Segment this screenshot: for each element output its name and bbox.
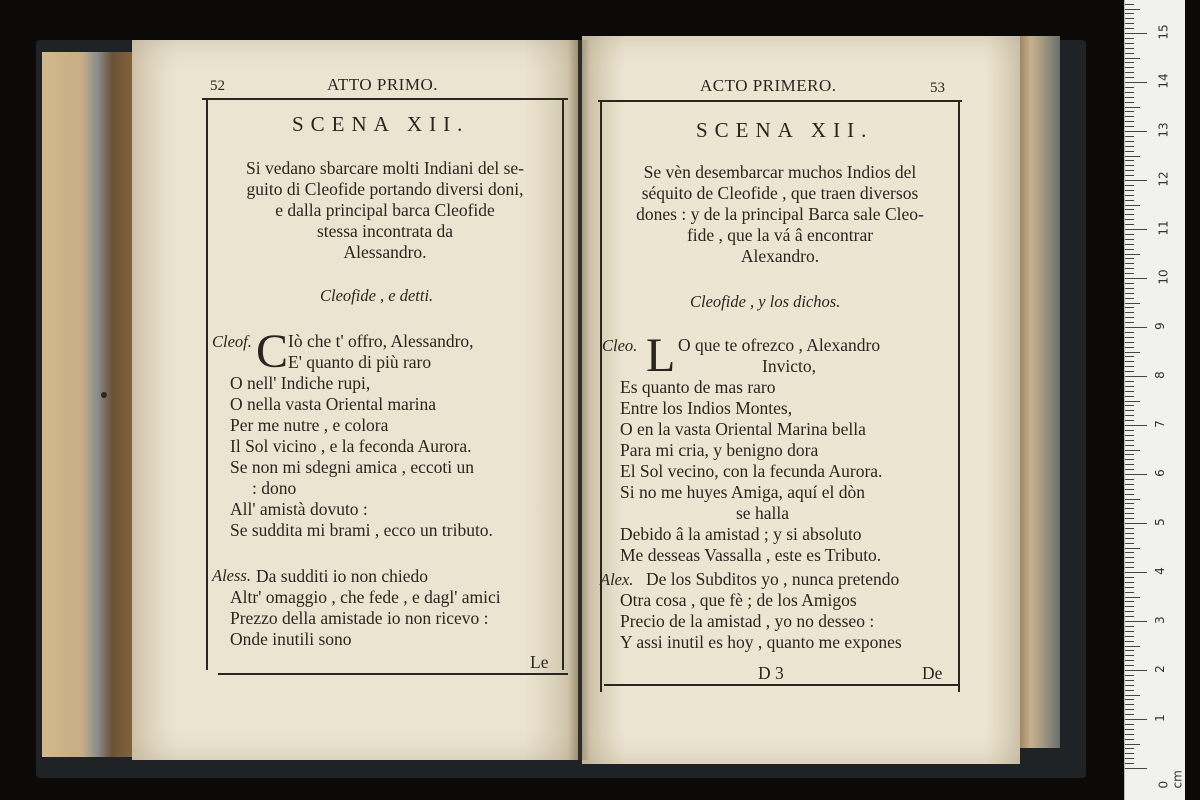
ruler-tick [1125, 175, 1134, 176]
ruler-tick [1125, 533, 1134, 534]
ruler-tick [1125, 518, 1134, 519]
ruler-tick [1125, 67, 1134, 68]
verse-line: : dono [252, 478, 297, 498]
ruler-tick [1125, 430, 1134, 431]
ruler-tick [1125, 185, 1134, 186]
ruler-tick [1125, 626, 1134, 627]
ruler-tick [1125, 503, 1134, 504]
ruler-tick [1125, 479, 1134, 480]
foot-rule [218, 673, 568, 675]
ruler-tick [1125, 567, 1134, 568]
ruler-tick [1125, 200, 1134, 201]
verse-line: O nella vasta Oriental marina [230, 394, 437, 414]
ruler-tick [1125, 244, 1134, 245]
verse-line: Es quanto de mas raro [620, 377, 776, 397]
verse-line: Il Sol vicino , e la feconda Aurora. [230, 436, 472, 456]
verse-line: Iò che t' offro, Alessandro, [288, 331, 474, 351]
verse-block [230, 587, 501, 650]
stage-direction-line: Se vèn desembarcar muchos Indios del [643, 162, 917, 182]
verse-line: Se suddita mi brami , ecco un tributo. [230, 520, 493, 540]
ruler-tick [1125, 729, 1134, 730]
ruler-tick [1125, 494, 1134, 495]
ruler-tick [1125, 214, 1134, 215]
speaker-name: Aless. [212, 566, 251, 585]
ruler-tick [1125, 748, 1134, 749]
ruler-tick [1125, 376, 1147, 377]
ruler-tick [1125, 58, 1140, 59]
ruler-tick [1125, 180, 1147, 181]
book-gutter [568, 40, 590, 760]
ruler-tick [1125, 459, 1134, 460]
ruler-tick [1125, 170, 1134, 171]
ruler-label: 3 [1152, 616, 1167, 624]
ruler-tick [1125, 97, 1134, 98]
running-head: ATTO PRIMO. [327, 75, 438, 94]
stage-direction-line: e dalla principal barca Cleofide [275, 200, 495, 220]
ruler-tick [1125, 685, 1134, 686]
verse-line: Invicto, [762, 356, 816, 376]
ruler-tick [1125, 317, 1134, 318]
ruler-label: 10 [1156, 269, 1171, 285]
ruler-tick [1125, 332, 1134, 333]
ruler-label: 5 [1152, 518, 1167, 526]
ruler-tick [1125, 307, 1134, 308]
ruler-tick [1125, 401, 1140, 402]
verse-line: O que te ofrezco , Alexandro [678, 335, 881, 355]
ruler-tick [1125, 391, 1134, 392]
ruler-tick [1125, 82, 1147, 83]
verse-line: Si no me huyes Amiga, aquí el dòn [620, 482, 865, 502]
ruler-tick [1125, 425, 1147, 426]
foot-rule [604, 684, 960, 686]
ruler-tick [1125, 611, 1134, 612]
ruler-label: 9 [1152, 322, 1167, 330]
ruler-label: 14 [1156, 73, 1171, 89]
verse-line: Para mi cria, y benigno dora [620, 440, 819, 460]
ruler-tick [1125, 548, 1140, 549]
ruler-tick [1125, 303, 1140, 304]
ruler-tick [1125, 484, 1134, 485]
verse-line: se halla [736, 503, 789, 523]
ruler-tick [1125, 156, 1140, 157]
ruler-tick [1125, 327, 1147, 328]
verse-line: De los Subditos yo , nunca pretendo [646, 569, 900, 589]
scale-ruler [1124, 0, 1185, 800]
drop-cap: C [256, 325, 289, 378]
catchword: Le [530, 652, 549, 672]
stage-direction-line: stessa incontrata da [316, 221, 454, 241]
ruler-tick [1125, 410, 1134, 411]
stage-direction-line: séquito de Cleofide , que traen diversos [641, 183, 919, 203]
ruler-tick [1125, 268, 1134, 269]
ruler-tick [1125, 224, 1134, 225]
ruler-tick [1125, 102, 1134, 103]
verse-line: E' quanto di più raro [288, 352, 432, 372]
ruler-tick [1125, 562, 1134, 563]
signature-mark: D 3 [758, 663, 784, 683]
ruler-tick [1125, 621, 1147, 622]
ruler-tick [1125, 396, 1134, 397]
verse-line: Da sudditi io non chiedo [256, 566, 429, 586]
ruler-label: 12 [1156, 171, 1171, 187]
ruler-tick [1125, 165, 1134, 166]
ruler-tick [1125, 121, 1134, 122]
ruler-tick [1125, 72, 1134, 73]
ruler-tick [1125, 312, 1134, 313]
ruler-tick [1125, 538, 1134, 539]
ruler-tick [1125, 249, 1134, 250]
left-page [132, 40, 578, 760]
ruler-tick [1125, 28, 1134, 29]
ruler-tick [1125, 709, 1134, 710]
characters-line: Cleofide , e detti. [320, 286, 434, 305]
ruler-tick [1125, 151, 1134, 152]
ruler-tick [1125, 523, 1147, 524]
ruler-tick [1125, 592, 1134, 593]
ruler-tick [1125, 352, 1140, 353]
stage-direction-line: Alessandro. [343, 242, 427, 262]
ruler-tick [1125, 386, 1134, 387]
stage-direction-line: fide , que la vá â encontrar [686, 225, 874, 245]
ruler-tick [1125, 753, 1134, 754]
verse-block [620, 590, 902, 653]
verse-line: Entre los Indios Montes, [620, 398, 793, 418]
ruler-tick [1125, 116, 1134, 117]
ruler-tick [1125, 48, 1134, 49]
verse-line: Y assi inutil es hoy , quanto me expones [620, 632, 902, 652]
ruler-tick [1125, 293, 1134, 294]
ruler-tick [1125, 454, 1134, 455]
ruler-tick [1125, 440, 1134, 441]
ruler-tick [1125, 597, 1140, 598]
ruler-tick [1125, 111, 1134, 112]
ruler-label: 2 [1152, 665, 1167, 673]
ruler-tick [1125, 704, 1134, 705]
ruler-tick [1125, 489, 1134, 490]
ruler-tick [1125, 474, 1147, 475]
ruler-tick [1125, 141, 1134, 142]
ruler-tick [1125, 288, 1134, 289]
ruler-tick [1125, 239, 1134, 240]
ruler-tick [1125, 650, 1134, 651]
ruler-tick [1125, 23, 1134, 24]
ruler-tick [1125, 62, 1134, 63]
ruler-tick [1125, 420, 1134, 421]
ruler-tick [1125, 298, 1134, 299]
ruler-tick [1125, 273, 1134, 274]
ruler-tick [1125, 33, 1147, 34]
ruler-tick [1125, 254, 1140, 255]
ruler-tick [1125, 695, 1140, 696]
ruler-tick [1125, 758, 1134, 759]
ruler-tick [1125, 219, 1134, 220]
verse-line: Debido â la amistad ; y si absoluto [620, 524, 862, 544]
ruler-label: 15 [1156, 24, 1171, 40]
ruler-tick [1125, 160, 1134, 161]
ruler-tick [1125, 87, 1134, 88]
ruler-tick [1125, 577, 1134, 578]
ruler-tick [1125, 582, 1134, 583]
ruler-tick [1125, 616, 1134, 617]
ruler-label: 4 [1152, 567, 1167, 575]
ruler-tick [1125, 53, 1134, 54]
ruler-tick [1125, 499, 1140, 500]
page-number: 53 [930, 80, 945, 96]
stage-direction [596, 162, 964, 267]
ruler-tick [1125, 636, 1134, 637]
ruler-tick [1125, 739, 1134, 740]
ruler-tick [1125, 464, 1134, 465]
ruler-label: 1 [1152, 714, 1167, 722]
ruler-tick [1125, 136, 1134, 137]
ruler-tick [1125, 263, 1134, 264]
ruler-tick [1125, 744, 1140, 745]
ruler-tick [1125, 601, 1134, 602]
ruler-tick [1125, 719, 1147, 720]
ruler-tick [1125, 347, 1134, 348]
ruler-tick [1125, 513, 1134, 514]
ruler-tick [1125, 77, 1134, 78]
ruler-tick [1125, 283, 1134, 284]
ruler-tick [1125, 763, 1134, 764]
ruler-tick [1125, 322, 1134, 323]
running-head: ACTO PRIMERO. [700, 76, 837, 95]
ruler-tick [1125, 107, 1140, 108]
right-page-edges [1015, 36, 1060, 748]
ruler-tick [1125, 366, 1134, 367]
ruler-tick [1125, 435, 1134, 436]
verse-line: Altr' omaggio , che fede , e dagl' amici [230, 587, 501, 607]
ruler-tick [1125, 92, 1134, 93]
verse-block [230, 352, 493, 541]
ruler-tick [1125, 415, 1134, 416]
ruler-tick [1125, 195, 1134, 196]
head-rule [598, 100, 962, 102]
verse-line: El Sol vecino, con la fecunda Aurora. [620, 461, 883, 481]
ruler-tick [1125, 361, 1134, 362]
stage-direction-line: guito di Cleofide portando diversi doni, [246, 179, 524, 199]
ruler-tick [1125, 190, 1134, 191]
ruler-tick [1125, 606, 1134, 607]
page-number: 52 [210, 78, 225, 94]
ruler-tick [1125, 714, 1134, 715]
verse-line: Onde inutili sono [230, 629, 352, 649]
ruler-label: 11 [1156, 220, 1171, 236]
ruler-tick [1125, 646, 1140, 647]
ruler-tick [1125, 557, 1134, 558]
stage-direction-line: Alexandro. [740, 246, 820, 266]
ruler-tick [1125, 469, 1134, 470]
ruler-label: 7 [1152, 420, 1167, 428]
ruler-tick [1125, 675, 1134, 676]
ruler-tick [1125, 356, 1134, 357]
verse-line: Me desseas Vassalla , este es Tributo. [620, 545, 882, 565]
stage-direction-line: Si vedano sbarcare molti Indiani del se- [246, 158, 524, 178]
ruler-tick [1125, 4, 1134, 5]
ruler-tick [1125, 670, 1147, 671]
ruler-tick [1125, 381, 1134, 382]
speaker-name: Cleof. [212, 332, 252, 351]
right-page [582, 36, 1020, 764]
ruler-tick [1125, 680, 1134, 681]
ruler-tick [1125, 641, 1134, 642]
ruler-tick [1125, 552, 1134, 553]
ruler-tick [1125, 655, 1134, 656]
ruler-tick [1125, 146, 1134, 147]
ruler-tick [1125, 209, 1134, 210]
speaker-name: Alex. [600, 570, 634, 589]
head-rule [202, 98, 568, 100]
ruler-tick [1125, 9, 1140, 10]
stage-direction-line: dones : y de la principal Barca sale Cleo- [636, 204, 924, 224]
verse-line: O en la vasta Oriental Marina bella [620, 419, 866, 439]
scene-title: SCENA XII. [696, 118, 874, 142]
ruler-tick [1125, 768, 1147, 769]
verse-block [620, 377, 882, 566]
scene-title: SCENA XII. [292, 112, 470, 136]
ruler-tick [1125, 18, 1134, 19]
right-frame-rule [562, 100, 564, 670]
binding-hole [101, 392, 107, 398]
ruler-tick [1125, 278, 1147, 279]
ruler-tick [1125, 660, 1134, 661]
ruler-tick [1125, 131, 1147, 132]
verse-line: O nell' Indiche rupi, [230, 373, 371, 393]
verse-line: All' amistà dovuto : [230, 499, 368, 519]
ruler-label: 0 cm [1156, 770, 1185, 789]
ruler-tick [1125, 690, 1134, 691]
ruler-label: 6 [1152, 469, 1167, 477]
ruler-tick [1125, 371, 1134, 372]
ruler-tick [1125, 724, 1134, 725]
ruler-tick [1125, 342, 1134, 343]
stage-direction [210, 158, 560, 263]
ruler-tick [1125, 405, 1134, 406]
ruler-tick [1125, 450, 1140, 451]
ruler-tick [1125, 13, 1134, 14]
verse-line: Otra cosa , que fè ; de los Amigos [620, 590, 857, 610]
ruler-tick [1125, 572, 1147, 573]
ruler-tick [1125, 699, 1134, 700]
verse-line: Per me nutre , e colora [230, 415, 389, 435]
ruler-tick [1125, 631, 1134, 632]
ruler-label: 13 [1156, 122, 1171, 138]
verse-line: Se non mi sdegni amica , eccoti un [230, 457, 474, 477]
verse-line: Prezzo della amistade io non ricevo : [230, 608, 489, 628]
ruler-tick [1125, 258, 1134, 259]
ruler-tick [1125, 126, 1134, 127]
speaker-name: Cleo. [602, 336, 638, 355]
ruler-tick [1125, 337, 1134, 338]
verse-line: Precio de la amistad , yo no desseo : [620, 611, 875, 631]
left-frame-rule [206, 100, 208, 670]
ruler-tick [1125, 205, 1140, 206]
ruler-tick [1125, 38, 1134, 39]
ruler-tick [1125, 528, 1134, 529]
left-page-edges [42, 52, 142, 757]
ruler-tick [1125, 234, 1134, 235]
ruler-tick [1125, 508, 1134, 509]
ruler-label: 8 [1152, 371, 1167, 379]
ruler-tick [1125, 587, 1134, 588]
ruler-tick [1125, 665, 1134, 666]
characters-line: Cleofide , y los dichos. [690, 292, 841, 311]
ruler-tick [1125, 734, 1134, 735]
drop-cap: L [646, 329, 676, 382]
ruler-tick [1125, 543, 1134, 544]
catchword: De [922, 663, 943, 683]
ruler-tick [1125, 43, 1134, 44]
ruler-tick [1125, 229, 1147, 230]
ruler-tick [1125, 445, 1134, 446]
